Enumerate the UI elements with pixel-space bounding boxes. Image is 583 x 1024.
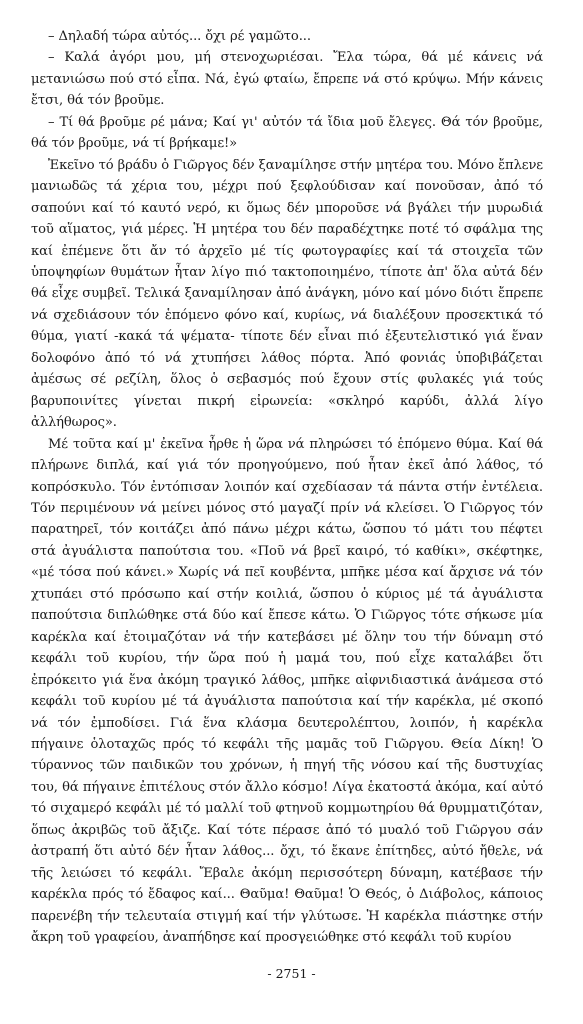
body-paragraph-2: Μέ τοῦτα καί μ' ἐκεῖνα ἦρθε ἡ ὥρα νά πληρώσει τό ἑπόμενο θύμα. Καί θά πλήρωνε διπλά, καί γιά τόν προηγούμενο, πού ἦταν ἐκεῖ ἀπό λάθος, τό κοπρόσκυλο. Τόν ἐντόπισαν λοιπόν καί σχεδίασαν τά πάντα στήν ἐντέλεια. Τόν περιμένουν νά μείνει μόνος στό μαγαζί πρίν νά κλείσει. Ὁ Γιῶργος τόν παρατηρεῖ, τόν κοιτάζει ἀπό πάνω μέχρι κάτω, ὥσπου τό μάτι του πέφτει στά ἀγυάλιστα παπούτσια του. «Ποῦ νά βρεῖ καιρό, τό καθίκι», σκέφτηκε, «μέ τόσα πού κάνει.» Χωρίς νά πεῖ κουβέντα, μπῆκε μέσα καί ἄρχισε νά τόν χτυπάει στό πρόσωπο καί στήν κοιλιά, ὥσπου ὁ κύριος μέ τά ἀγυάλιστα παπούτσια διπλώθηκε στά δύο καί ἔπεσε κάτω. Ὁ Γιῶργος τότε σήκωσε μία καρέκλα καί ἑτοιμαζόταν νά τήν κατεβάσει μέ ὅλην του τήν δύναμη στό κεφάλι τοῦ κυρίου, τήν ὥρα πού ἡ μαμά του, πού εἶχε καταλάβει ὅτι ἐπρόκειτο γιά ἕνα ἀκόμη τραγικό λάθος, μπῆκε αἰφνιδιαστικά ἀνάμεσα στό κεφάλι τοῦ κυρίου μέ τά ἀγυάλιστα παπούτσια καί τήν καρέκλα, μέ σκοπό νά τόν ἐμποδίσει. Γιά ἕνα κλάσμα δευτερολέπτου, λοιπόν, ἡ καρέκλα πήγαινε ὁλοταχῶς πρός τό κεφάλι τῆς μαμᾶς τοῦ Γιῶργου. Θεία Δίκη! Ὁ τύραννος τῶν παιδικῶν του χρόνων, ἡ πηγή τῆς νόσου καί τῆς δυστυχίας του, θά πήγαινε ἐπιτέλους στόν ἄλλο κόσμο! Λίγα ἑκατοστά ἀκόμα, καί αὐτό τό σιχαμερό κεφάλι μέ τό μαλλί τοῦ φτηνοῦ κομμωτηρίου θά θρυμματιζόταν, ὅπως ἀκριβῶς τοῦ ἄξιζε. Καί τότε πέρασε ἀπό τό μυαλό τοῦ Γιῶργου σάν ἀστραπή ὅτι αὐτό δέν ἦταν λάθος... ὄχι, τό ἔκανε ἐπίτηδες, αὐτό ἤθελε, νά τῆς λειώσει τό κεφάλι. Ἔβαλε ἀκόμη περισσότερη δύναμη, κατέβασε τήν καρέκλα πρός τό ἔδαφος καί... Θαῦμα! Θαῦμα! Ὁ Θεός, ὁ Διάβολος, κάποιος παρενέβη τήν τελευταία στιγμή καί τήν γλύτωσε. Ἡ καρέκλα πιάστηκε στήν ἄκρη τοῦ γραφείου, ἀναπήδησε καί προσγειώθηκε στό κεφάλι τοῦ κυρίου — [31, 436, 543, 946]
dialogue-line-1: – Δηλαδή τώρα αὐτός... ὄχι ρέ γαμῶτο... — [48, 29, 311, 44]
page-number: - 2751 - — [267, 966, 316, 981]
page-text-block — [31, 26, 543, 948]
dialogue-line-3: – Τί θά βροῦμε ρέ μάνα; Καί γι' αὐτόν τά ἴδια μοῦ ἔλεγες. Θά τόν βροῦμε, θά τόν βροῦμε, νά τί βρήκαμε!» — [31, 114, 543, 152]
body-paragraph-1: Ἐκεῖνο τό βράδυ ὁ Γιῶργος δέν ξαναμίλησε στήν μητέρα του. Μόνο ἔπλενε μανιωδῶς τά χέρια του, μέχρι πού ξεφλούδισαν καί πονοῦσαν, ἀπό τό σαπούνι καί τό καυτό νερό, κι ὅμως δέν μποροῦσε νά βγάλει τήν μυρωδιά τοῦ αἵματος, γιά μέρες. Ἡ μητέρα του δέν παραδέχτηκε ποτέ τό σφάλμα της καί ἐπέμενε ὅτι ἄν τό ἀρχεῖο μέ τίς φωτογραφίες καί τά στοιχεῖα τῶν ὑποψηφίων θυμάτων ἦταν λίγο πιό τακτοποιημένο, τίποτε ἀπ' ὅλα αὐτά δέν θά εἶχε συμβεῖ. Τελικά ξαναμίλησαν ἀπό ἀνάγκη, μόνο καί μόνο διότι ἔπρεπε νά σχεδιάσουν τόν ἑπόμενο φόνο καί, κυρίως, νά διαλέξουν προσεκτικά τό θύμα, γιατί -κακά τά ψέματα- τίποτε δέν εἶναι πιό ἐξευτελιστικό γιά ἕναν δολοφόνο ἀπό τό νά χτυπήσει λάθος πόρτα. Ἀπό φονιάς ὑποβιβάζεται ἀμέσως σέ ρεζίλη, ὅλος ὁ σεβασμός πού ἔχουν στίς φυλακές γιά τούς βαρυποινίτες γίνεται πικρή εἰρωνεία: «σκληρό καρύδι, ἀλλά λίγο ἀλλήθωρος». — [31, 157, 543, 431]
dialogue-line-2: – Καλά ἀγόρι μου, μή στενοχωριέσαι. Ἔλα τώρα, θά μέ κάνεις νά μετανιώσω πού στό εἶπα. Νά, ἐγώ φταίω, ἔπρεπε νά στό κρύψω. Μήν κάνεις ἔτσι, θά τόν βροῦμε. — [31, 50, 543, 109]
